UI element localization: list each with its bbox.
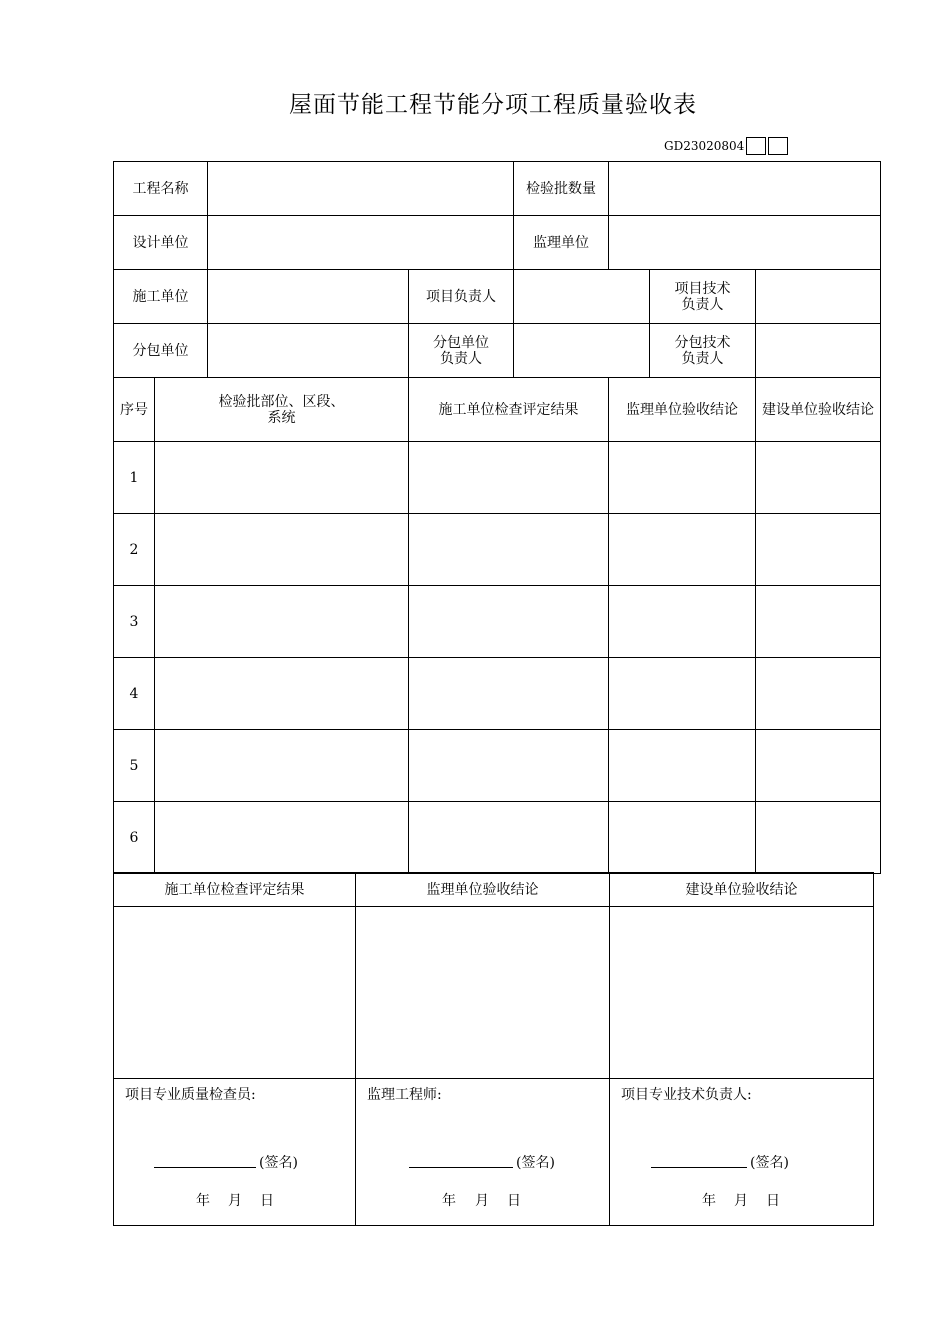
row-construction-field[interactable] xyxy=(409,442,609,514)
row-owner-field[interactable] xyxy=(756,730,881,802)
tech-manager-field[interactable] xyxy=(756,270,881,324)
row-seq: 4 xyxy=(114,658,155,730)
design-unit-field[interactable] xyxy=(208,216,514,270)
sub-unit-label: 分包单位 xyxy=(114,324,208,378)
row-supervision-field[interactable] xyxy=(609,802,756,874)
row-owner-field[interactable] xyxy=(756,658,881,730)
engineer-label: 监理工程师: xyxy=(367,1087,442,1103)
form-code: GD23020804 xyxy=(664,139,745,153)
supervision-result-header: 监理单位验收结论 xyxy=(609,378,756,442)
project-manager-field[interactable] xyxy=(514,270,650,324)
engineer-sign-label: (签名) xyxy=(516,1155,555,1171)
row-supervision-field[interactable] xyxy=(609,514,756,586)
row-part-field[interactable] xyxy=(155,730,409,802)
row-construction-field[interactable] xyxy=(409,658,609,730)
form-code-box-1[interactable] xyxy=(746,137,766,155)
project-manager-label: 项目负责人 xyxy=(409,270,514,324)
row-part-field[interactable] xyxy=(155,442,409,514)
form-code-box-2[interactable] xyxy=(768,137,788,155)
signature-tech-lead-cell xyxy=(610,1079,874,1226)
engineer-month: 月 xyxy=(475,1193,489,1209)
row-supervision-field[interactable] xyxy=(609,442,756,514)
inspector-month: 月 xyxy=(228,1193,242,1209)
sub-tech-field[interactable] xyxy=(756,324,881,378)
part-header-line1: 检验批部位、区段、 xyxy=(218,393,345,410)
summary-supervision-field[interactable] xyxy=(356,907,610,1079)
row-seq: 6 xyxy=(114,802,155,874)
sub-unit-field[interactable] xyxy=(208,324,409,378)
table-row xyxy=(114,442,881,514)
tech-lead-year: 年 xyxy=(702,1193,716,1209)
signature-engineer-cell xyxy=(356,1079,610,1226)
tech-lead-month: 月 xyxy=(734,1193,748,1209)
engineer-day: 日 xyxy=(507,1193,521,1209)
supervision-unit-label: 监理单位 xyxy=(514,216,609,270)
seq-header: 序号 xyxy=(114,378,155,442)
sub-manager-label-line2: 负责人 xyxy=(440,350,482,367)
batch-count-field[interactable] xyxy=(609,162,881,216)
inspector-label: 项目专业质量检查员: xyxy=(125,1087,256,1103)
sub-manager-label-line1: 分包单位 xyxy=(433,334,489,351)
sub-manager-field[interactable] xyxy=(514,324,650,378)
row-owner-field[interactable] xyxy=(756,586,881,658)
page-title: 屋面节能工程节能分项工程质量验收表 xyxy=(289,92,697,118)
signature-inspector-cell xyxy=(114,1079,356,1226)
engineer-sign-line[interactable] xyxy=(409,1167,513,1168)
inspector-sign-label: (签名) xyxy=(259,1155,298,1171)
row-part-field[interactable] xyxy=(155,514,409,586)
inspector-sign-line[interactable] xyxy=(154,1167,256,1168)
summary-construction-header: 施工单位检查评定结果 xyxy=(114,873,356,907)
sub-manager-label xyxy=(409,324,514,378)
construction-unit-field[interactable] xyxy=(208,270,409,324)
inspector-year: 年 xyxy=(196,1193,210,1209)
row-supervision-field[interactable] xyxy=(609,586,756,658)
table-row xyxy=(114,514,881,586)
tech-manager-label xyxy=(650,270,756,324)
row-seq: 1 xyxy=(114,442,155,514)
summary-owner-header: 建设单位验收结论 xyxy=(610,873,874,907)
row-construction-field[interactable] xyxy=(409,514,609,586)
tech-lead-sign-label: (签名) xyxy=(750,1155,789,1171)
table-row xyxy=(114,586,881,658)
project-name-label: 工程名称 xyxy=(114,162,208,216)
sub-tech-label-line2: 负责人 xyxy=(681,350,724,367)
row-seq: 3 xyxy=(114,586,155,658)
table-row xyxy=(114,802,881,874)
row-owner-field[interactable] xyxy=(756,514,881,586)
row-part-field[interactable] xyxy=(155,658,409,730)
summary-table xyxy=(113,872,874,1226)
row-part-field[interactable] xyxy=(155,586,409,658)
tech-lead-label: 项目专业技术负责人: xyxy=(621,1087,752,1103)
owner-result-header: 建设单位验收结论 xyxy=(756,378,881,442)
row-construction-field[interactable] xyxy=(409,730,609,802)
table-row xyxy=(114,730,881,802)
project-name-field[interactable] xyxy=(208,162,514,216)
row-owner-field[interactable] xyxy=(756,802,881,874)
row-part-field[interactable] xyxy=(155,802,409,874)
part-header-line2: 系统 xyxy=(267,409,296,426)
batch-count-label: 检验批数量 xyxy=(514,162,609,216)
form-code-area xyxy=(664,136,788,156)
part-header xyxy=(155,378,409,442)
design-unit-label: 设计单位 xyxy=(114,216,208,270)
supervision-unit-field[interactable] xyxy=(609,216,881,270)
construction-unit-label: 施工单位 xyxy=(114,270,208,324)
summary-owner-field[interactable] xyxy=(610,907,874,1079)
tech-manager-label-line2: 负责人 xyxy=(681,296,724,313)
row-construction-field[interactable] xyxy=(409,586,609,658)
row-construction-field[interactable] xyxy=(409,802,609,874)
tech-lead-day: 日 xyxy=(766,1193,780,1209)
row-supervision-field[interactable] xyxy=(609,730,756,802)
engineer-year: 年 xyxy=(442,1193,456,1209)
row-seq: 2 xyxy=(114,514,155,586)
row-supervision-field[interactable] xyxy=(609,658,756,730)
row-owner-field[interactable] xyxy=(756,442,881,514)
construction-result-header: 施工单位检查评定结果 xyxy=(409,378,609,442)
table-row xyxy=(114,658,881,730)
sub-tech-label-line1: 分包技术 xyxy=(674,334,731,351)
tech-manager-label-line1: 项目技术 xyxy=(674,280,731,297)
summary-construction-field[interactable] xyxy=(114,907,356,1079)
summary-supervision-header: 监理单位验收结论 xyxy=(356,873,610,907)
row-seq: 5 xyxy=(114,730,155,802)
tech-lead-sign-line[interactable] xyxy=(651,1167,747,1168)
sub-tech-label xyxy=(650,324,756,378)
inspector-day: 日 xyxy=(260,1193,274,1209)
info-table xyxy=(113,161,881,874)
